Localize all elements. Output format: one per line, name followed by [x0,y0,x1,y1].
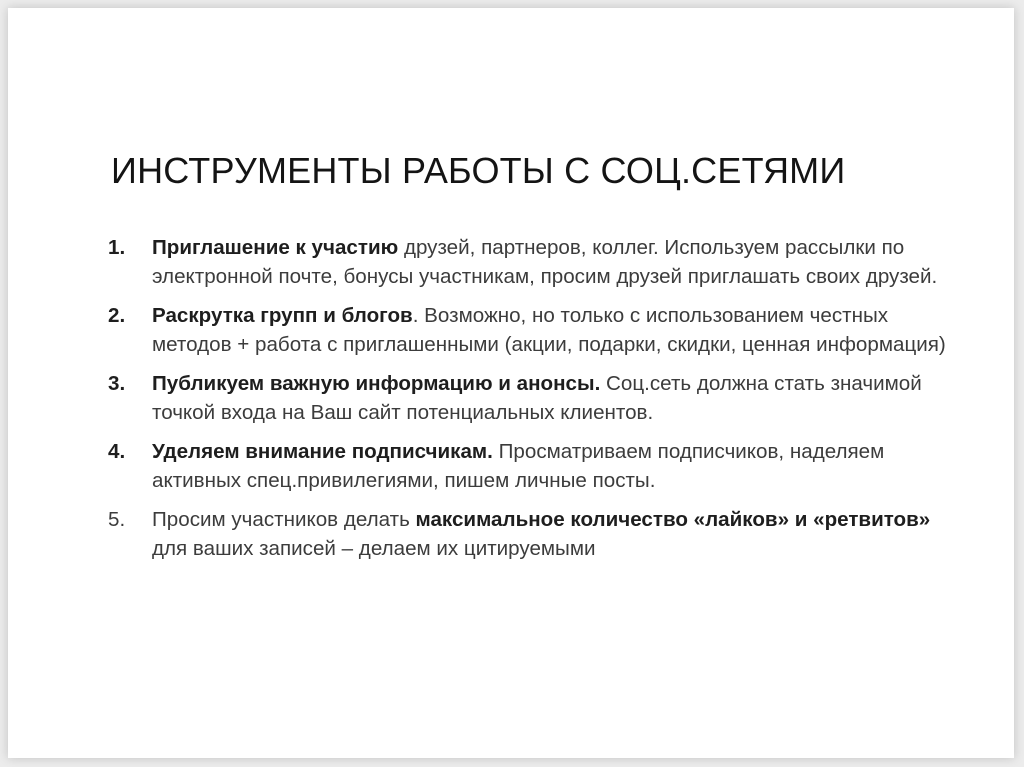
list-item [108,369,968,427]
list-item-bold: максимальное количество «лайков» и «ретвитов» [415,508,931,531]
list-item-text: для ваших записей – делаем их цитируемыми [152,537,596,560]
list-item-text: Просматриваем подписчиков, наделяем активных спец.привилегиями, пишем личные посты. [152,440,885,492]
list-item-bold: Уделяем внимание подписчикам. [152,440,493,463]
list-item-bold: Приглашение к участию [152,236,399,259]
list-item-number: 4. [108,440,126,463]
list-item-text: . Возможно, но только с использованием честных методов + работа с приглашенными (акции, подарки, скидки, ценная информация) [152,304,946,356]
slide-title: ИНСТРУМЕНТЫ РАБОТЫ С СОЦ.СЕТЯМИ [111,150,846,191]
list-item [108,233,968,291]
list-item-number: 2. [108,304,126,327]
list-item-bold: Раскрутка групп и блогов [152,304,413,327]
list-item-text: Просим участников делать [152,508,416,531]
list-item [108,505,968,563]
tools-list [108,233,968,573]
list-item-number: 1. [108,236,126,259]
list-item-bold: Публикуем важную информацию и анонсы. [152,372,601,395]
list-item [108,301,968,359]
list-item [108,437,968,495]
list-item-text: Соц.сеть должна стать значимой точкой входа на Ваш сайт потенциальных клиентов. [152,372,922,424]
slide [8,8,1014,758]
list-item-number: 3. [108,372,126,395]
list-item-text: друзей, партнеров, коллег. Используем рассылки по электронной почте, бонусы участникам, просим друзей приглашать своих друзей. [152,236,938,288]
list-item-number: 5. [108,508,126,531]
